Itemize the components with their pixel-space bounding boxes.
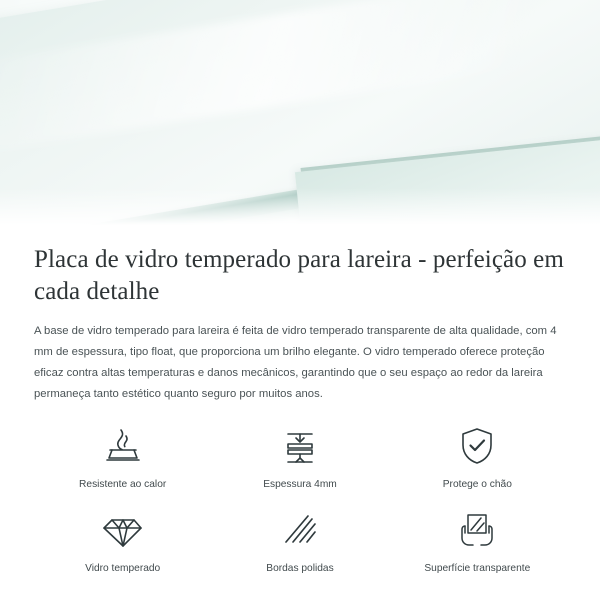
- diamond-icon: [100, 507, 146, 553]
- shield-check-icon: [454, 423, 500, 469]
- feature-item: [34, 507, 211, 575]
- feature-item: [211, 507, 388, 575]
- feature-label: Vidro temperado: [85, 562, 161, 574]
- content-section: [0, 228, 600, 575]
- page-title: Placa de vidro temperado para lareira - perfeição em cada detalhe: [34, 246, 564, 305]
- feature-label: Bordas polidas: [266, 562, 334, 574]
- hero-image: [0, 0, 600, 228]
- hero-bottom-fade: [0, 188, 600, 228]
- feature-label: Protege o chão: [442, 478, 512, 490]
- heat-resistant-icon: [100, 423, 146, 469]
- description-paragraph: A base de vidro temperado para lareira é feita de vidro temperado transparente de alta qualidade, com 4 mm de espessura, tipo float, que proporciona um brilho elegante. O vidro temperado oferece proteção eficaz contra altas temperaturas e danos mecânicos, garantindo que o seu espaço ao redor da lareira permaneça tanto estético quanto seguro por muitos anos.: [34, 325, 557, 400]
- feature-item: [389, 507, 566, 575]
- thickness-4mm-icon: [277, 423, 323, 469]
- feature-grid: [34, 423, 566, 576]
- feature-label: Resistente ao calor: [79, 478, 167, 490]
- feature-item: [389, 423, 566, 491]
- feature-label: Espessura 4mm: [263, 478, 337, 490]
- feature-item: [211, 423, 388, 491]
- feature-item: [34, 423, 211, 491]
- polished-edges-icon: [277, 507, 323, 553]
- transparent-surface-icon: [454, 507, 500, 553]
- feature-label: Superfície transparente: [424, 562, 531, 574]
